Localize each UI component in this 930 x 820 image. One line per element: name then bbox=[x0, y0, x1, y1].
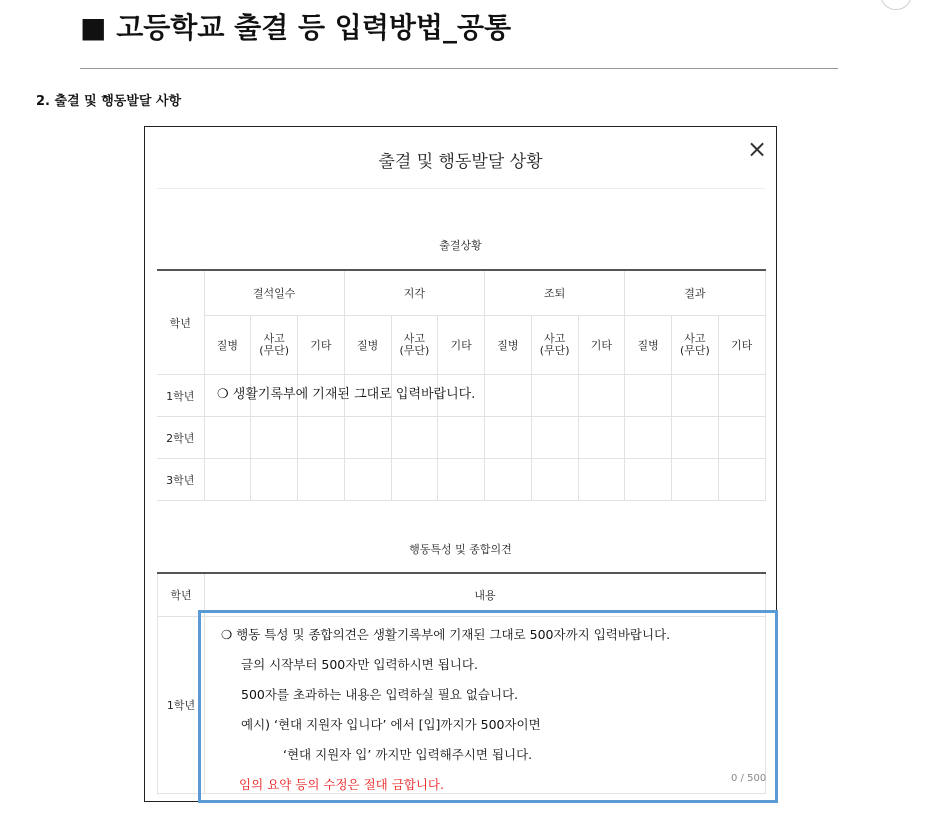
group-header-absence: 결석일수 bbox=[204, 270, 344, 316]
attendance-cell[interactable] bbox=[204, 417, 251, 459]
attendance-cell[interactable] bbox=[438, 459, 485, 501]
attendance-cell[interactable] bbox=[578, 375, 625, 417]
attendance-cell[interactable] bbox=[672, 417, 719, 459]
table-row bbox=[157, 417, 765, 459]
behavior-grade-header: 학년 bbox=[158, 573, 205, 617]
attendance-cell[interactable] bbox=[485, 417, 532, 459]
character-counter: 0 / 500 bbox=[731, 773, 767, 784]
subheader-other: 기타 bbox=[298, 316, 345, 375]
attendance-cell[interactable] bbox=[251, 459, 298, 501]
grade-label-3: 3학년 bbox=[157, 459, 204, 501]
attendance-cell[interactable] bbox=[531, 375, 578, 417]
attendance-cell[interactable] bbox=[391, 459, 438, 501]
subheader-illness: 질병 bbox=[485, 316, 532, 375]
modal-header-divider bbox=[157, 188, 765, 189]
modal-title: 출결 및 행동발달 상황 bbox=[378, 152, 543, 172]
section-heading: 2. 출결 및 행동발달 사항 bbox=[36, 94, 182, 109]
attendance-caption: 출결상황 bbox=[439, 239, 482, 252]
attendance-cell[interactable] bbox=[718, 417, 765, 459]
page-title: ■ 고등학교 출결 등 입력방법_공통 bbox=[80, 11, 512, 44]
attendance-cell[interactable] bbox=[485, 375, 532, 417]
subheader-other: 기타 bbox=[718, 316, 765, 375]
attendance-cell[interactable] bbox=[625, 417, 672, 459]
group-header-late: 지각 bbox=[344, 270, 484, 316]
subheader-accident bbox=[531, 316, 578, 375]
warning-line: 임의 요약 등의 수정은 절대 금합니다. bbox=[239, 777, 444, 792]
attendance-cell[interactable] bbox=[344, 417, 391, 459]
attendance-cell[interactable] bbox=[391, 417, 438, 459]
attendance-cell[interactable] bbox=[251, 417, 298, 459]
attendance-table bbox=[157, 269, 766, 501]
group-header-missed-class: 결과 bbox=[625, 270, 765, 316]
subheader-accident-line2: (무단) bbox=[539, 344, 570, 357]
subheader-other: 기타 bbox=[438, 316, 485, 375]
grade-label-2: 2학년 bbox=[157, 417, 204, 459]
subheader-accident-line2: (무단) bbox=[259, 344, 290, 357]
attendance-cell[interactable] bbox=[344, 459, 391, 501]
subheader-accident bbox=[391, 316, 438, 375]
corner-circle-decoration bbox=[880, 0, 912, 10]
attendance-cell[interactable] bbox=[672, 459, 719, 501]
attendance-cell[interactable] bbox=[578, 459, 625, 501]
grade-label-text: 1학년 bbox=[166, 389, 195, 403]
subheader-accident-line1: 사고 bbox=[684, 332, 706, 345]
group-header-early-leave: 조퇴 bbox=[485, 270, 625, 316]
attendance-cell[interactable] bbox=[718, 375, 765, 417]
instruction-line-3: 500자를 초과하는 내용은 입력하실 필요 없습니다. bbox=[241, 687, 519, 702]
attendance-cell[interactable] bbox=[625, 375, 672, 417]
attendance-cell[interactable] bbox=[485, 459, 532, 501]
table-row bbox=[157, 459, 765, 501]
grade-label-1 bbox=[157, 375, 476, 417]
attendance-cell[interactable] bbox=[625, 459, 672, 501]
subheader-accident-line1: 사고 bbox=[403, 332, 426, 345]
attendance-cell[interactable] bbox=[578, 417, 625, 459]
attendance-cell[interactable] bbox=[718, 459, 765, 501]
attendance-cell[interactable] bbox=[531, 417, 578, 459]
subheader-accident-line2: (무단) bbox=[679, 344, 710, 357]
subheader-illness: 질병 bbox=[344, 316, 391, 375]
attendance-cell[interactable] bbox=[438, 417, 485, 459]
subheader-illness: 질병 bbox=[625, 316, 672, 375]
attendance-cell[interactable] bbox=[204, 459, 251, 501]
subheader-accident-line2: (무단) bbox=[399, 344, 430, 357]
behavior-content-header: 내용 bbox=[205, 573, 766, 617]
subheader-illness: 질병 bbox=[204, 316, 251, 375]
title-divider bbox=[80, 68, 838, 69]
attendance-cell[interactable] bbox=[672, 375, 719, 417]
attendance-note: ❍ 생활기록부에 기재된 그대로 입력바랍니다. bbox=[217, 387, 476, 402]
subheader-accident bbox=[251, 316, 298, 375]
instruction-line-1: ❍ 행동 특성 및 종합의견은 생활기록부에 기재된 그대로 500자까지 입력바랍니다. bbox=[221, 627, 671, 642]
attendance-cell[interactable] bbox=[298, 459, 345, 501]
instruction-line-4: 예시) ‘현대 지원자 입니다’ 에서 [입]까지가 500자이면 bbox=[241, 717, 541, 732]
instruction-line-2: 글의 시작부터 500자만 입력하시면 됩니다. bbox=[241, 657, 478, 672]
table-row bbox=[157, 375, 765, 417]
behavior-content-highlight[interactable] bbox=[198, 610, 778, 803]
instruction-line-5: ‘현대 지원자 입’ 까지만 입력해주시면 됩니다. bbox=[283, 747, 533, 762]
attendance-cell[interactable] bbox=[531, 459, 578, 501]
behavior-caption: 행동특성 및 종합의견 bbox=[409, 543, 512, 556]
attendance-cell[interactable] bbox=[298, 417, 345, 459]
behavior-grade-label: 1학년 bbox=[158, 617, 205, 794]
subheader-accident bbox=[672, 316, 719, 375]
subheader-accident-line1: 사고 bbox=[263, 332, 285, 345]
subheader-other: 기타 bbox=[578, 316, 625, 375]
close-icon[interactable]: × bbox=[746, 135, 768, 163]
subheader-accident-line1: 사고 bbox=[544, 332, 566, 345]
grade-header: 학년 bbox=[157, 270, 204, 375]
